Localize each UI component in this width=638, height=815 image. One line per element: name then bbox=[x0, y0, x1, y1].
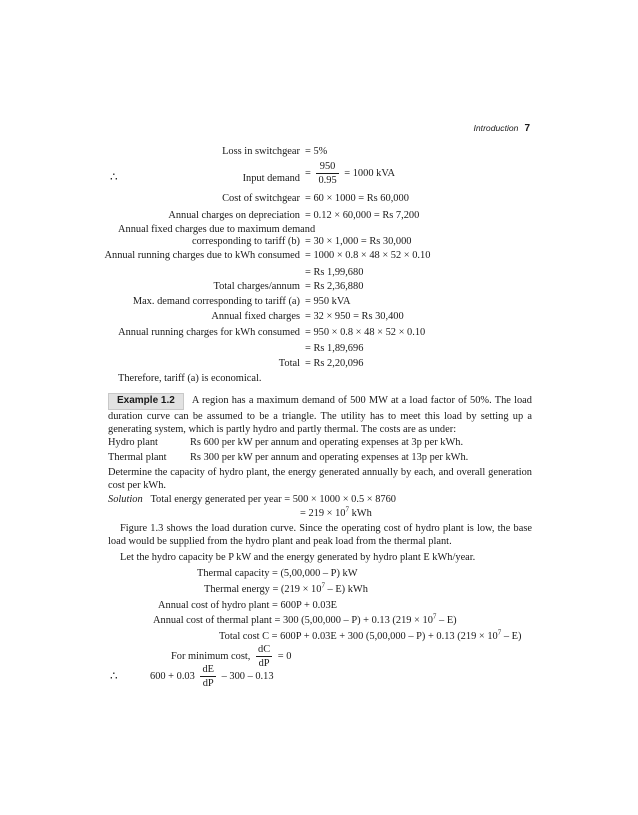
calc-label: Annual fixed charges due to maximum demand bbox=[118, 224, 316, 235]
calc-label: Total charges/annum bbox=[213, 281, 300, 292]
calc-value: = Rs 1,99,680 bbox=[305, 267, 364, 278]
equation: Total cost C = 600P + 0.03E + 300 (5,00,000 – P) + 0.13 $(219 \times 10^7 - E)$ bbox=[219, 628, 522, 642]
calc-value: = 950 × 0.8 × 48 × 52 × 0.10 bbox=[305, 327, 426, 338]
calc-value: = 0.12 × 60,000 = Rs 7,200 bbox=[305, 210, 420, 221]
calc-label: Input demand bbox=[242, 173, 300, 184]
min-cost-equation: For minimum cost, $\frac{dC}{dP}$ = 0 bbox=[171, 644, 292, 669]
derivative-equation: 600 + 0.03 $\frac{dE}{dP}$ – 300 – 0.13 bbox=[150, 664, 274, 689]
calc-label: Annual running charges for kWh consumed bbox=[118, 327, 300, 338]
calc-label: Annual charges on depreciation bbox=[168, 210, 300, 221]
cost-plant-desc: Rs 600 per kW per annum and operating expenses at 3p per kWh. bbox=[190, 437, 464, 448]
equation: Annual cost of hydro plant = 600P + 0.03E bbox=[158, 600, 338, 611]
input-demand-expression: = $\frac{950}{0.95}$ = 1000 kVA bbox=[305, 161, 395, 186]
calc-label: Loss in switchgear bbox=[222, 146, 300, 157]
equation: Thermal capacity = (5,00,000 – P) kW bbox=[197, 568, 358, 579]
solution-line1: Solution Total energy generated per year = 500 × 1000 × 0.5 × 8760 bbox=[108, 494, 396, 505]
calc-value: = Rs 1,89,696 bbox=[305, 343, 364, 354]
solution-line2: = $219 \times 10^7$ kWh bbox=[300, 505, 372, 519]
calc-label: Cost of switchgear bbox=[222, 193, 300, 204]
running-header bbox=[474, 123, 530, 136]
calc-value: = 1000 × 0.8 × 48 × 52 × 0.10 bbox=[305, 250, 431, 261]
section-title: Introduction bbox=[473, 123, 519, 133]
therefore-symbol: ∴ bbox=[110, 669, 118, 683]
calc-value: = Rs 2,36,880 bbox=[305, 281, 364, 292]
calc-label: corresponding to tariff (b) bbox=[191, 236, 300, 247]
fraction: $\frac{dC}{dP}$ bbox=[258, 644, 271, 669]
page-number: 7 bbox=[524, 123, 530, 134]
calc-value: = 60 × 1000 = Rs 60,000 bbox=[305, 193, 409, 204]
calc-label: Total bbox=[278, 358, 300, 369]
example-statement: Example 1.2 A region has a maximum demand of 500 MW at a load factor of 50%. The load duration curve can be assumed to be a triangle. The utility has to meet this load by setting up a generating system, which is partly hydro and partly thermal. The costs are as under: bbox=[108, 395, 532, 435]
therefore-symbol: ∴ bbox=[110, 170, 118, 184]
solution-paragraph: Let the hydro capacity be P kW and the energy generated by hydro plant E kWh/year. bbox=[120, 552, 476, 563]
calc-label: Annual fixed charges bbox=[211, 311, 300, 322]
solution-paragraph: Figure 1.3 shows the load duration curve. Since the operating cost of hydro plant is low, the base load would be supplied from the hydro plant and peak load from the thermal plant. bbox=[108, 523, 532, 547]
calc-label: Annual running charges due to kWh consumed bbox=[104, 250, 300, 261]
calc-value: = 32 × 950 = Rs 30,400 bbox=[305, 311, 404, 322]
cost-plant-label: Thermal plant bbox=[108, 452, 167, 463]
equation: Annual cost of thermal plant = 300 (5,00,000 – P) + 0.13 $(219 \times 10^7 - E)$ bbox=[153, 612, 457, 626]
solution-label: Solution bbox=[108, 494, 143, 505]
equation: Thermal energy = $(219 \times 10^7 - E)$ kWh bbox=[204, 581, 368, 595]
calc-value: = Rs 2,20,096 bbox=[305, 358, 364, 369]
calc-label: Max. demand corresponding to tariff (a) bbox=[132, 296, 300, 307]
fraction: $\frac{dE}{dP}$ bbox=[202, 664, 214, 689]
cost-plant-label: Hydro plant bbox=[108, 437, 158, 448]
calc-value: = 5% bbox=[305, 146, 328, 157]
calc-value: = 30 × 1,000 = Rs 30,000 bbox=[305, 236, 412, 247]
calc-value: = 950 kVA bbox=[305, 296, 351, 307]
conclusion: Therefore, tariff (a) is economical. bbox=[118, 373, 262, 384]
fraction: $\frac{950}{0.95}$ bbox=[318, 161, 337, 186]
cost-plant-desc: Rs 300 per kW per annum and operating expenses at 13p per kWh. bbox=[190, 452, 469, 463]
task-statement: Determine the capacity of hydro plant, the energy generated annually by each, and overall generation cost per kWh. bbox=[108, 467, 532, 491]
example-badge: Example 1.2 bbox=[108, 393, 184, 410]
